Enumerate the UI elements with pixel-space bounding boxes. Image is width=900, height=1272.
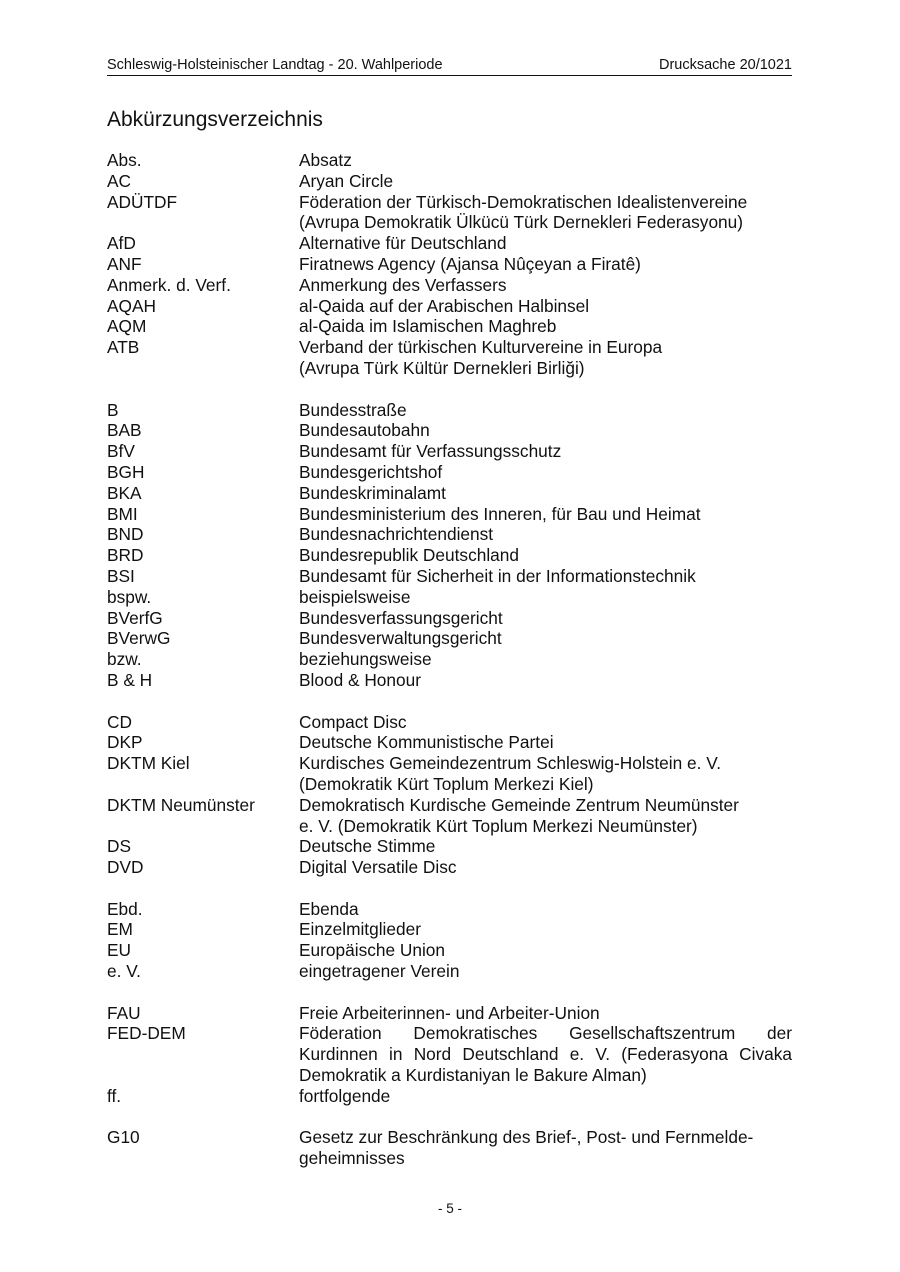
abbreviation: B [107, 399, 119, 420]
abbreviation-entry [107, 400, 792, 421]
abbreviation-entry [107, 628, 792, 649]
definition: Bundeskriminalamt [299, 482, 446, 503]
abbreviation-entry [107, 753, 792, 795]
abbreviation: BVerwG [107, 628, 171, 649]
abbreviation-entry [107, 233, 792, 254]
abbreviation: AQM [107, 316, 147, 337]
definition: Absatz [299, 150, 352, 170]
abbreviation: DKP [107, 732, 143, 753]
abbreviation: DVD [107, 857, 144, 878]
abbreviation-entry [107, 192, 792, 234]
definition: al-Qaida auf der Arabischen Halbinsel [299, 295, 590, 316]
abbreviation: AC [107, 170, 132, 191]
abbreviation-entry [107, 899, 792, 920]
abbreviation-entry [107, 150, 792, 171]
definition: Firatnews Agency (Ajansa Nûçeyan a Firatê) [299, 253, 641, 274]
definition: Demokratisch Kurdische Gemeinde Zentrum Neumünster e. V. (Demokratik Kürt Toplum Merkezi Neumünster) [299, 794, 739, 836]
definition: Europäische Union [299, 940, 446, 961]
abbreviation: BRD [107, 545, 144, 566]
abbreviation-entry [107, 524, 792, 545]
abbreviation-entry [107, 566, 792, 587]
abbreviation-entry [107, 649, 792, 670]
definition: Freie Arbeiterinnen- und Arbeiter-Union [299, 1002, 600, 1023]
abbreviation-entry [107, 254, 792, 275]
definition: Bundesverwaltungsgericht [299, 628, 502, 649]
definition: eingetragener Verein [299, 961, 460, 982]
definition: Föderation der Türkisch-Demokratischen Idealistenvereine (Avrupa Demokratik Ülkücü Türk Dernekleri Federasyonu) [299, 191, 748, 233]
abbreviation-entry [107, 919, 792, 940]
abbreviation: ANF [107, 253, 142, 274]
abbreviation-entry [107, 732, 792, 753]
abbreviation: ff. [107, 1085, 122, 1106]
abbreviation: G10 [107, 1127, 140, 1148]
abbreviation: Anmerk. d. Verf. [107, 274, 231, 295]
definition: Ebenda [299, 898, 359, 919]
abbreviation: EM [107, 919, 133, 940]
abbreviation-entry [107, 795, 792, 837]
abbreviation: bzw. [107, 649, 142, 670]
abbreviation: bspw. [107, 586, 152, 607]
definition: Verband der türkischen Kulturvereine in Europa (Avrupa Türk Kültür Dernekleri Birliği) [299, 337, 663, 378]
abbreviation-list [107, 150, 792, 1169]
definition: Föderation Demokratisches Gesellschaftszentrum der Kurdinnen in Nord Deutschland e. V. (Federasyona Civaka Demokratik a Kurdistaniyan le Bakure Alman) [299, 1023, 792, 1086]
header-document-number: Drucksache 20/1021 [659, 57, 792, 73]
abbreviation: ATB [107, 337, 140, 358]
definition: Bundesministerium des Inneren, für Bau und Heimat [299, 503, 701, 524]
abbreviation: BND [107, 524, 144, 545]
definition: Aryan Circle [299, 170, 394, 191]
page-header [107, 55, 792, 76]
definition: Bundesrepublik Deutschland [299, 545, 519, 566]
abbreviation-entry [107, 857, 792, 878]
abbreviation: ADÜTDF [107, 191, 178, 212]
abbreviation: DKTM Kiel [107, 753, 190, 774]
abbreviation-entry [107, 1023, 792, 1085]
abbreviation-entry [107, 670, 792, 691]
abbreviation: BMI [107, 503, 138, 524]
abbreviation: BVerfG [107, 607, 163, 628]
definition: Compact Disc [299, 711, 407, 732]
abbreviation: AfD [107, 233, 136, 254]
abbreviation: BSI [107, 565, 135, 586]
definition: Bundesgerichtshof [299, 461, 443, 482]
definition: Blood & Honour [299, 669, 422, 690]
abbreviation-entry [107, 483, 792, 504]
abbreviation-entry [107, 504, 792, 525]
abbreviation: Abs. [107, 150, 142, 170]
abbreviation: FAU [107, 1002, 141, 1023]
abbreviation-entry [107, 316, 792, 337]
definition: Kurdisches Gemeindezentrum Schleswig-Holstein e. V. (Demokratik Kürt Toplum Merkezi Kiel) [299, 753, 721, 794]
abbreviation-entry [107, 420, 792, 441]
abbreviation: BfV [107, 441, 135, 462]
abbreviation-entry [107, 1086, 792, 1107]
definition: Digital Versatile Disc [299, 857, 457, 878]
abbreviation-entry [107, 608, 792, 629]
definition: beziehungsweise [299, 649, 432, 670]
abbreviation-entry [107, 712, 792, 733]
abbreviation: BAB [107, 420, 142, 441]
definition: Bundesstraße [299, 399, 407, 420]
abbreviation-entry [107, 462, 792, 483]
definition: fortfolgende [299, 1085, 391, 1106]
page-title: Abkürzungsverzeichnis [107, 108, 323, 131]
abbreviation: BKA [107, 482, 142, 503]
abbreviation-entry [107, 171, 792, 192]
definition: Bundesverfassungsgericht [299, 607, 503, 628]
definition: Bundesautobahn [299, 420, 430, 441]
abbreviation-entry [107, 275, 792, 296]
abbreviation-entry [107, 587, 792, 608]
abbreviation-entry [107, 337, 792, 379]
definition: Einzelmitglieder [299, 919, 421, 940]
abbreviation: DKTM Neumünster [107, 794, 255, 815]
abbreviation: AQAH [107, 295, 156, 316]
definition: Alternative für Deutschland [299, 233, 507, 254]
abbreviation: e. V. [107, 961, 141, 982]
abbreviation: EU [107, 940, 132, 961]
abbreviation-entry [107, 296, 792, 317]
abbreviation-entry [107, 836, 792, 857]
abbreviation-entry [107, 940, 792, 961]
definition: Gesetz zur Beschränkung des Brief-, Post- und Fernmelde- geheimnisses [299, 1127, 754, 1169]
definition: Deutsche Kommunistische Partei [299, 732, 554, 753]
definition: Anmerkung des Verfassers [299, 274, 507, 295]
definition: Bundesamt für Verfassungsschutz [299, 441, 562, 462]
abbreviation-entry [107, 441, 792, 462]
abbreviation-entry [107, 1003, 792, 1024]
abbreviation: CD [107, 711, 132, 732]
header-parliament: Schleswig-Holsteinischer Landtag - 20. Wahlperiode [107, 57, 443, 73]
abbreviation-entry [107, 1127, 792, 1169]
definition: Bundesamt für Sicherheit in der Informationstechnik [299, 565, 696, 586]
abbreviation: DS [107, 836, 132, 857]
page-number: - 5 - [437, 1201, 462, 1216]
abbreviation: FED-DEM [107, 1023, 186, 1044]
abbreviation: B & H [107, 669, 153, 690]
definition: Bundesnachrichtendienst [299, 524, 494, 545]
definition: Deutsche Stimme [299, 836, 436, 857]
abbreviation: BGH [107, 461, 145, 482]
abbreviation-entry [107, 545, 792, 566]
definition: beispielsweise [299, 586, 411, 607]
definition: al-Qaida im Islamischen Maghreb [299, 316, 557, 337]
abbreviation: Ebd. [107, 898, 143, 919]
abbreviation-entry [107, 961, 792, 982]
